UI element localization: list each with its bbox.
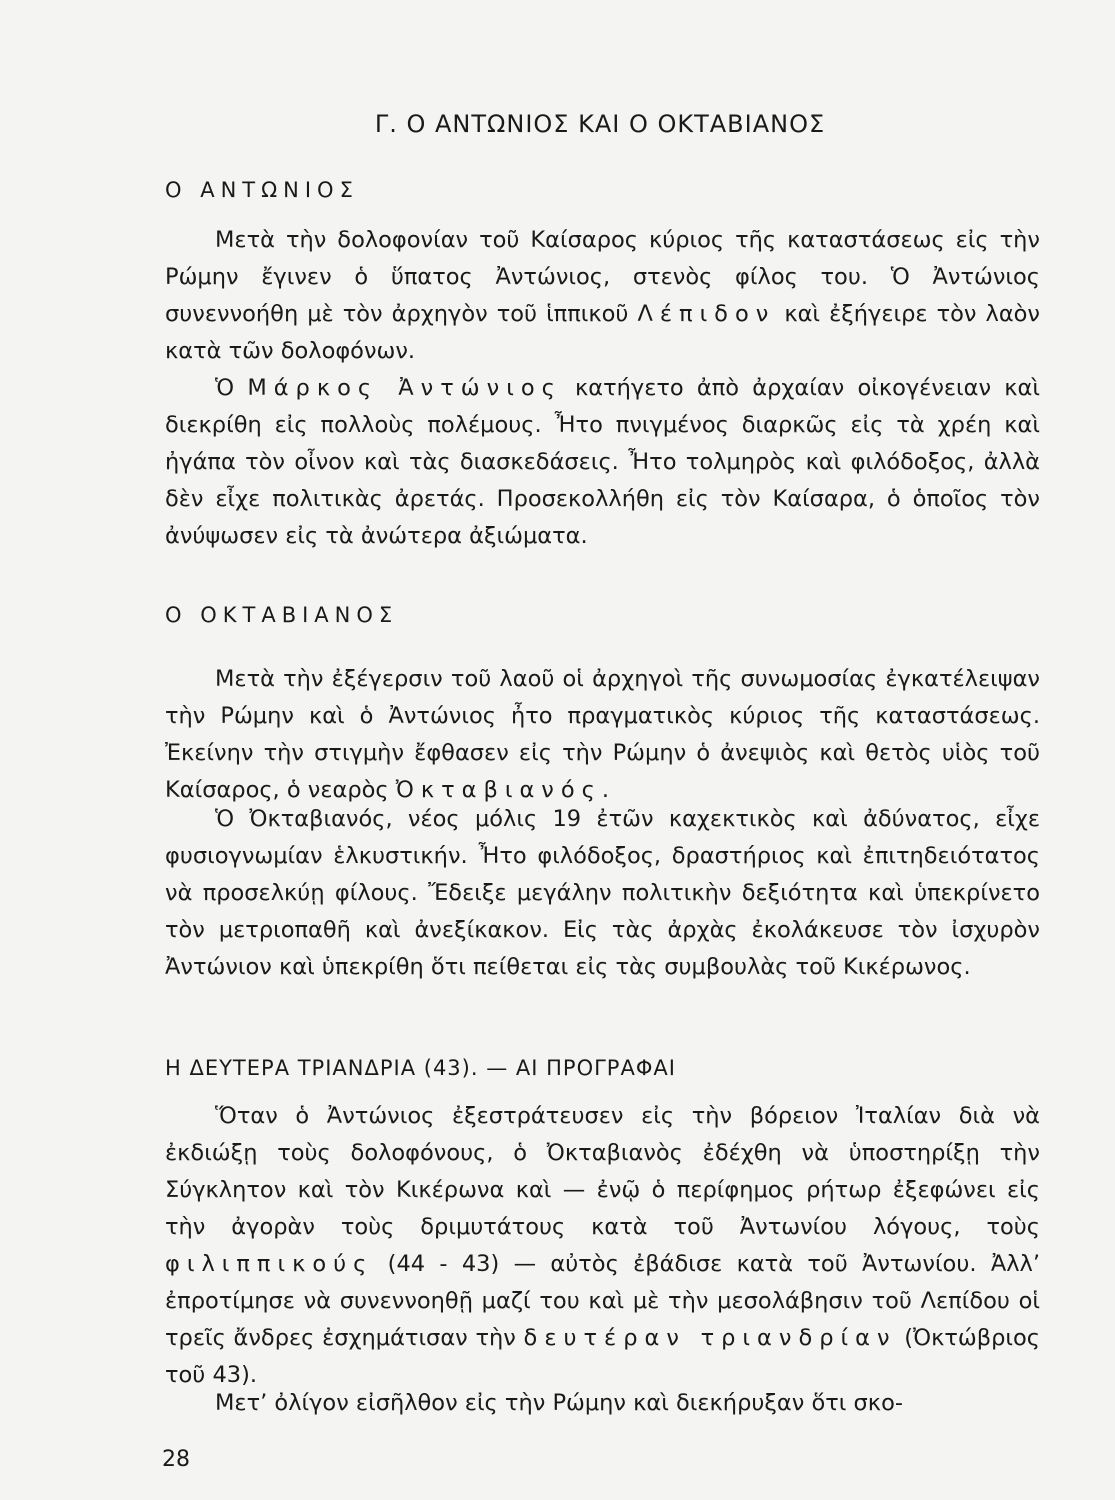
paragraph-oktavianos-1 [165, 661, 1040, 809]
spaced-name-oktavianos: Ὀκταβιανός [395, 777, 602, 803]
paragraph-triandria-2: Μετ’ ὀλίγον εἰσῆλθον εἰς τὴν Ρώμην καὶ διεκήρυξαν ὅτι σκο- [215, 1390, 903, 1416]
section-heading-antonios: Ο ΑΝΤΩΝΙΟΣ [165, 178, 359, 202]
text-run: (Ὀκτώβριος τοῦ 43). [165, 1325, 1040, 1388]
paragraph-oktavianos-2: Ὁ Ὀκταβιανός, νέος μόλις 19 ἐτῶν καχεκτικὸς καὶ ἀδύνατος, εἶχε φυσιογνωμίαν ἑλκυστικήν. Ἦτο φιλόδοξος, δραστήριος καὶ ἐπιτηδειότατος νὰ προσελκύῃ φίλους. Ἔδειξε μεγάλην πολιτικὴν δεξιότητα καὶ ὑπεκρίνετο τὸν μετριοπαθῆ καὶ ἀνεξίκακον. Εἰς τὰς ἀρχὰς ἐκολάκευσε τὸν ἰσχυρὸν Ἀντώνιον καὶ ὑπεκρίθη ὅτι πείθεται εἰς τὰς συμβουλὰς τοῦ Κικέρωνος. [165, 806, 1040, 980]
text-run: Μετὰ τὴν ἐξέγερσιν τοῦ λαοῦ οἱ ἀρχηγοὶ τῆς συνωμοσίας ἐγκατέλειψαν τὴν Ρώμην καὶ ὁ Ἀντώνιος ἦτο πραγματικὸς κύριος τῆς καταστάσεως. Ἐκείνην τὴν στιγμὴν ἔφθασεν εἰς τὴν Ρώμην ὁ ἀνεψιὸς καὶ θετὸς υἱὸς τοῦ Καίσαρος, ὁ νεαρὸς [165, 666, 1040, 803]
text-run: (44 - 43) — αὐτὸς ἐβάδισε κατὰ τοῦ Ἀντωνίου. Ἀλλ’ ἐπροτίμησε νὰ συνεννοηθῇ μαζί του καὶ μὲ τὴν μεσολάβησιν τοῦ Λεπίδου οἱ τρεῖς ἄνδρες ἐσχημάτισαν τὴν [165, 1251, 1040, 1351]
page-number: 28 [162, 1447, 190, 1472]
spaced-words-deuteran-triandrian: δευτέραν τριανδρίαν [523, 1325, 897, 1351]
spaced-name-lepidon: Λέπιδον [637, 301, 776, 327]
text-run: καὶ ἐξήγειρε τὸν λαὸν κατὰ τῶν δολοφόνων. [165, 301, 1040, 364]
chapter-title: Γ. Ο ΑΝΤΩΝΙΟΣ ΚΑΙ Ο ΟΚΤΑΒΙΑΝΟΣ [374, 110, 826, 138]
paragraph-antonios-2 [165, 370, 1040, 555]
spaced-name-markos-antonios: Μάρκος Ἀντώνιος [247, 375, 562, 401]
text-run: Ὁ [215, 375, 248, 401]
spaced-word-philippikous: φιλιππικούς [165, 1251, 374, 1277]
text-run: Ὅταν ὁ Ἀντώνιος ἐξεστράτευσεν εἰς τὴν βόρειον Ἰταλίαν διὰ νὰ ἐκδιώξῃ τοὺς δολοφόνους, ὁ Ὀκταβιανὸς ἐδέχθη νὰ ὑποστηρίξῃ τὴν Σύγκλητον καὶ τὸν Κικέρωνα καὶ — ἐνῷ ὁ περίφημος ρήτωρ ἐξεφώνει εἰς τὴν ἀγορὰν τοὺς δριμυτάτους κατὰ τοῦ Ἀντωνίου λόγους, τοὺς [165, 1103, 1040, 1240]
paragraph-antonios-1 [165, 222, 1040, 370]
text-run: . [601, 777, 609, 803]
text-run: Μετὰ τὴν δολοφονίαν τοῦ Καίσαρος κύριος τῆς καταστάσεως εἰς τὴν Ρώμην ἔγινεν ὁ ὕπατος Ἀντώνιος, στενὸς φίλος του. Ὁ Ἀντώνιος συνεννοήθη μὲ τὸν ἀρχηγὸν τοῦ ἱππικοῦ [165, 227, 1040, 327]
paragraph-triandria-1 [165, 1098, 1040, 1394]
section-heading-oktavianos: Ο ΟΚΤΑΒΙΑΝΟΣ [165, 603, 399, 627]
section-heading-triandria: Η ΔΕΥΤΕΡΑ ΤΡΙΑΝΔΡΙΑ (43). — ΑΙ ΠΡΟΓΡΑΦΑΙ [165, 1056, 676, 1080]
text-run: κατήγετο ἀπὸ ἀρχαίαν οἰκογένειαν καὶ διεκρίθη εἰς πολλοὺς πολέμους. Ἦτο πνιγμένος διαρκῶς εἰς τὰ χρέη καὶ ἠγάπα τὸν οἶνον καὶ τὰς διασκεδάσεις. Ἦτο τολμηρὸς καὶ φιλόδοξος, ἀλλὰ δὲν εἶχε πολιτικὰς ἀρετάς. Προσεκολλήθη εἰς τὸν Καίσαρα, ὁ ὁποῖος τὸν ἀνύψωσεν εἰς τὰ ἀνώτερα ἀξιώματα. [165, 375, 1040, 549]
